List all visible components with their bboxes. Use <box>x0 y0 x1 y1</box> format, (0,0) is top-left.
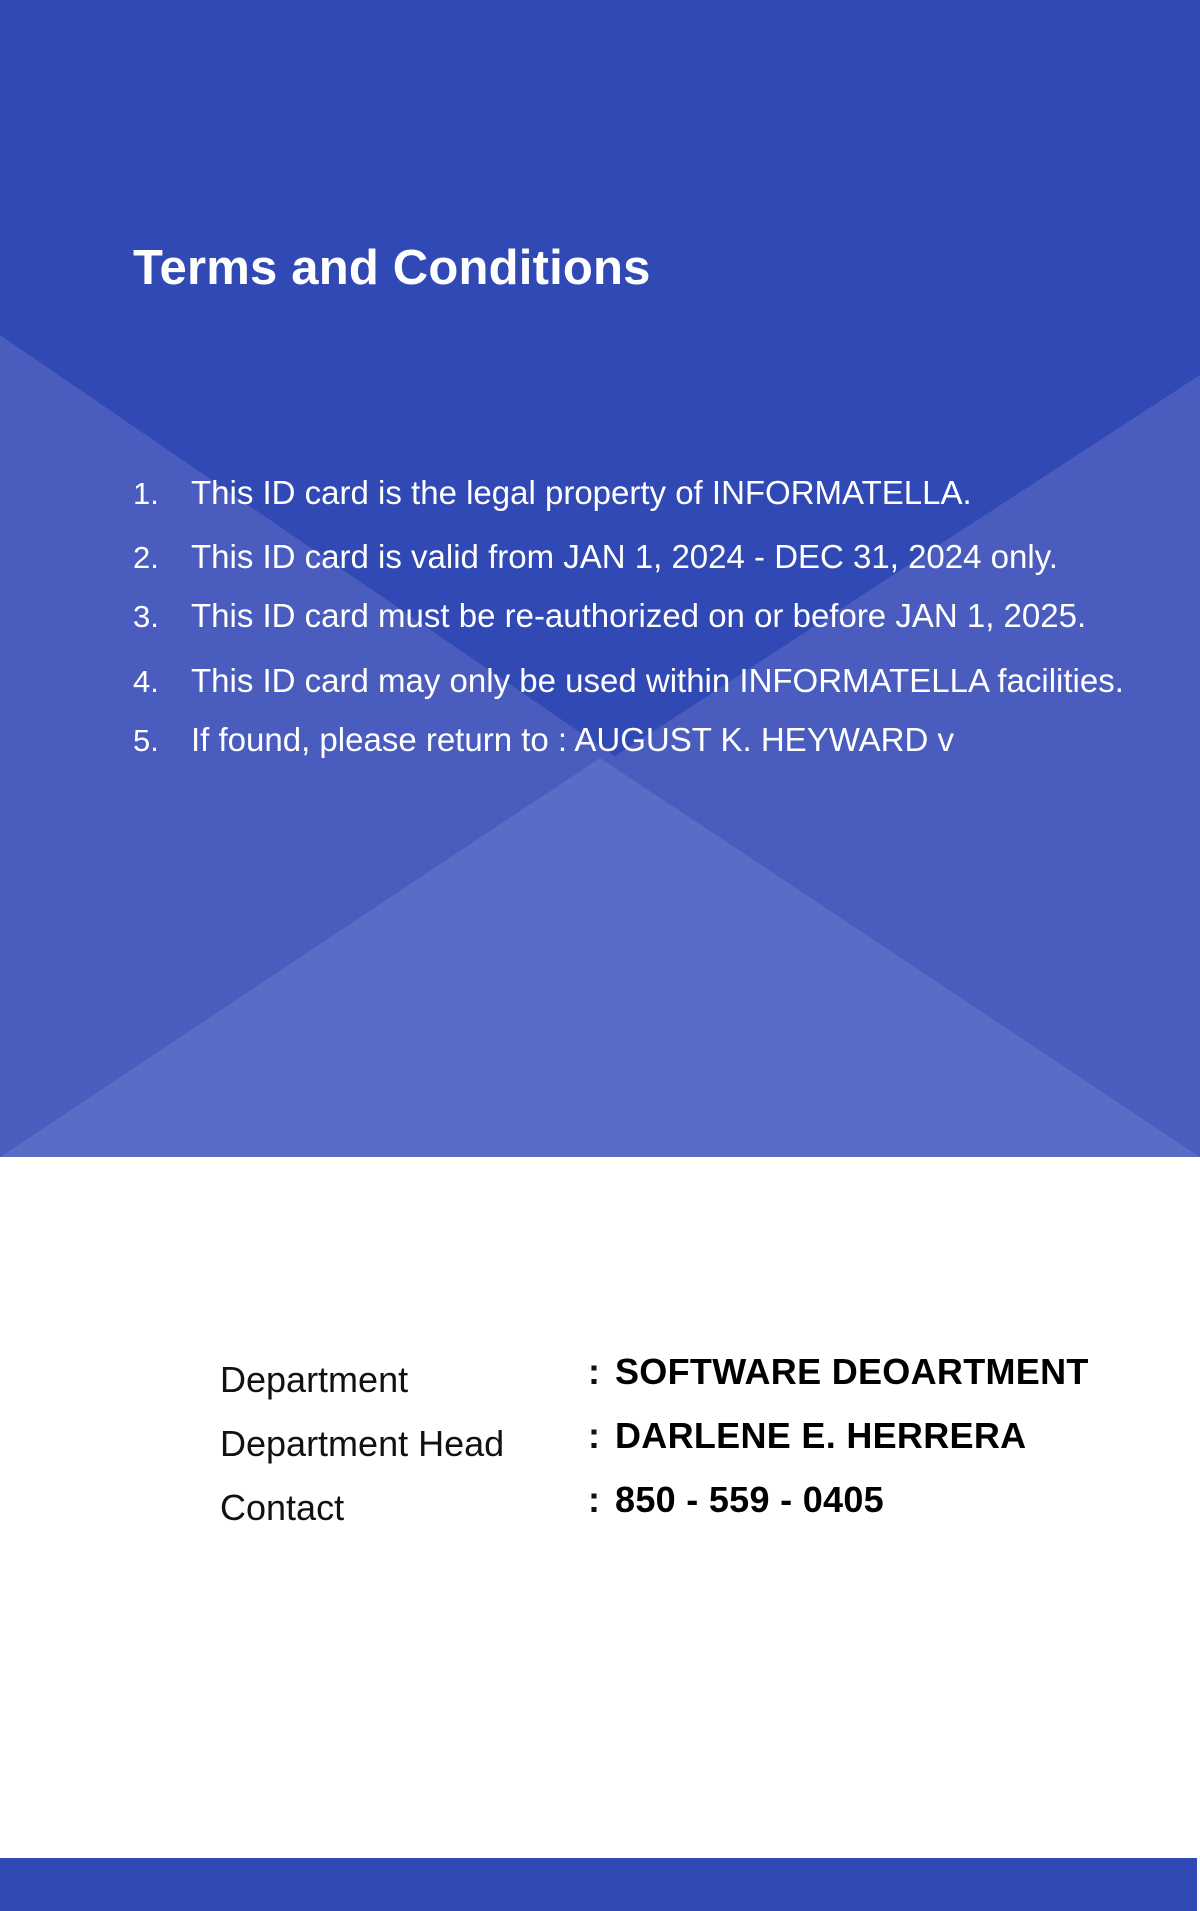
info-label: Department Head <box>220 1423 505 1464</box>
term-text: This ID card is the legal property of INFORMATELLA. <box>191 474 972 511</box>
info-row-contact <box>220 1478 1120 1532</box>
terms-title: Terms and Conditions <box>133 241 651 295</box>
term-text: This ID card may only be used within INFORMATELLA facilities. <box>191 662 1124 699</box>
term-item <box>133 659 1124 704</box>
term-number: 1. <box>133 476 159 511</box>
term-item <box>133 718 954 763</box>
term-text: This ID card must be re-authorized on or before JAN 1, 2025. <box>191 597 1087 634</box>
term-item <box>133 594 1086 639</box>
term-number: 3. <box>133 599 159 634</box>
term-text: This ID card is valid from JAN 1, 2024 - DEC 31, 2024 only. <box>191 538 1058 575</box>
term-number: 2. <box>133 540 159 575</box>
term-number: 5. <box>133 723 159 758</box>
info-row-department <box>220 1350 1120 1404</box>
info-separator: : <box>588 1351 600 1392</box>
info-separator: : <box>588 1479 600 1520</box>
info-label: Contact <box>220 1487 345 1528</box>
info-row-department-head <box>220 1414 1120 1468</box>
info-value: 850 - 559 - 0405 <box>615 1479 884 1520</box>
term-text: If found, please return to : AUGUST K. HEYWARD v <box>191 721 954 758</box>
info-value: SOFTWARE DEOARTMENT <box>615 1351 1089 1392</box>
info-label: Department <box>220 1359 409 1400</box>
term-item <box>133 535 1058 580</box>
info-separator: : <box>588 1415 600 1456</box>
term-item <box>133 471 972 516</box>
info-value: DARLENE E. HERRERA <box>615 1415 1027 1456</box>
footer-bar <box>0 1858 1197 1911</box>
term-number: 4. <box>133 664 159 699</box>
